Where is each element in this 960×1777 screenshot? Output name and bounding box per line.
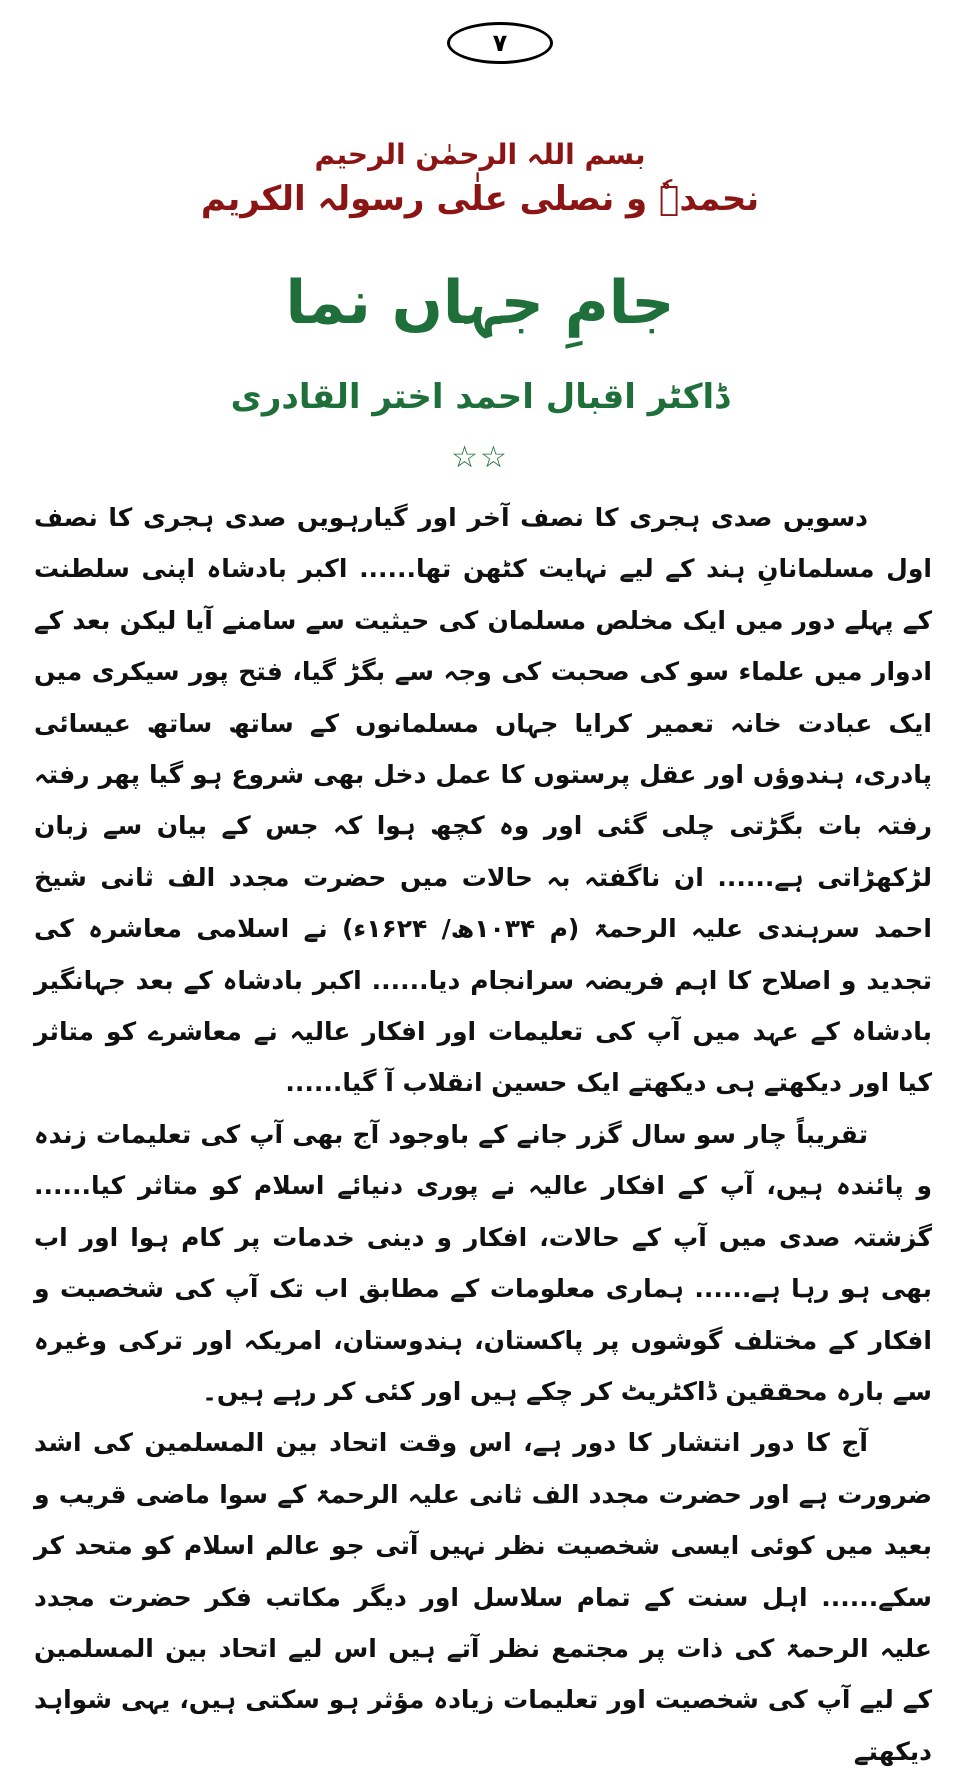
page-number-text: ۷ — [492, 29, 508, 57]
salutation-heading: نحمدہٗ و نصلی علٰی رسولہ الکریم — [200, 179, 760, 219]
page-title: جامِ جہاں نما — [285, 268, 675, 338]
article-body — [34, 492, 932, 1777]
star-ornament-icon: ☆☆ — [451, 440, 509, 475]
paragraph-2: تقریباً چار سو سال گزر جانے کے باوجود آج بھی آپ کی تعلیمات زندہ و پائندہ ہیں، آپ کے افکار عالیہ نے پوری دنیائے اسلام کو متاثر کیا...... گزشتہ صدی میں آپ کے حالات، افکار و دینی خدمات پر کام ہوا اور اب بھی ہو رہا ہے...... ہماری معلومات کے مطابق اب تک آپ کی شخصیت و افکار کے مختلف گوشوں پر پاکستان، ہندوستان، امریکہ اور ترکی وغیرہ سے بارہ محققین ڈاکٹریٹ کر چکے ہیں اور کئی کر رہے ہیں۔ — [34, 1119, 932, 1406]
author-name: ڈاکٹر اقبال احمد اختر القادری — [230, 377, 730, 417]
paragraph-1: دسویں صدی ہجری کا نصف آخر اور گیارہویں صدی ہجری کا نصف اول مسلمانانِ ہند کے لیے نہایت کٹھن تھا...... اکبر بادشاہ اپنی سلطنت کے پہلے دور میں ایک مخلص مسلمان کی حیثیت سے سامنے آیا لیکن بعد کے ادوار میں علماء سو کی صحبت کی وجہ سے بگڑ گیا، فتح پور سیکری میں ایک عبادت خانہ تعمیر کرایا جہاں مسلمانوں کے ساتھ ساتھ عیسائی پادری، ہندوؤں اور عقل پرستوں کا عمل دخل بھی شروع ہو گیا پھر رفتہ رفتہ بات بگڑتی چلی گئی اور وہ کچھ ہوا کہ جس کے بیان سے زبان لڑکھڑاتی ہے...... ان ناگفتہ بہ حالات میں حضرت مجدد الف ثانی شیخ احمد سرہندی علیہ الرحمۃ (م ۱۰۳۴ھ/ ۱۶۲۴ء) نے اسلامی معاشرہ کی تجدید و اصلاح کا اہم فریضہ سرانجام دیا...... اکبر بادشاہ کے بعد جہانگیر بادشاہ کے عہد میں آپ کی تعلیمات اور افکار عالیہ نے معاشرے کو متاثر کیا اور دیکھتے ہی دیکھتے ایک حسین انقلاب آ گیا...... — [34, 503, 932, 1098]
page-number — [447, 22, 553, 64]
paragraph-3: آج کا دور انتشار کا دور ہے، اس وقت اتحاد بین المسلمین کی اشد ضرورت ہے اور حضرت مجدد الف ثانی علیہ الرحمۃ کے سوا ماضی قریب و بعید میں کوئی ایسی شخصیت نظر نہیں آتی جو عالم اسلام کو متحد کر سکے...... اہل سنت کے تمام سلاسل اور دیگر مکاتب فکر حضرت مجدد علیہ الرحمۃ کی ذات پر مجتمع نظر آتے ہیں اس لیے اتحاد بین المسلمین کے لیے آپ کی شخصیت اور تعلیمات زیادہ مؤثر ہو سکتی ہیں، یہی شواہد دیکھتے — [34, 1428, 932, 1766]
basmala-heading: بسم اللہ الرحمٰن الرحیم — [314, 138, 646, 171]
